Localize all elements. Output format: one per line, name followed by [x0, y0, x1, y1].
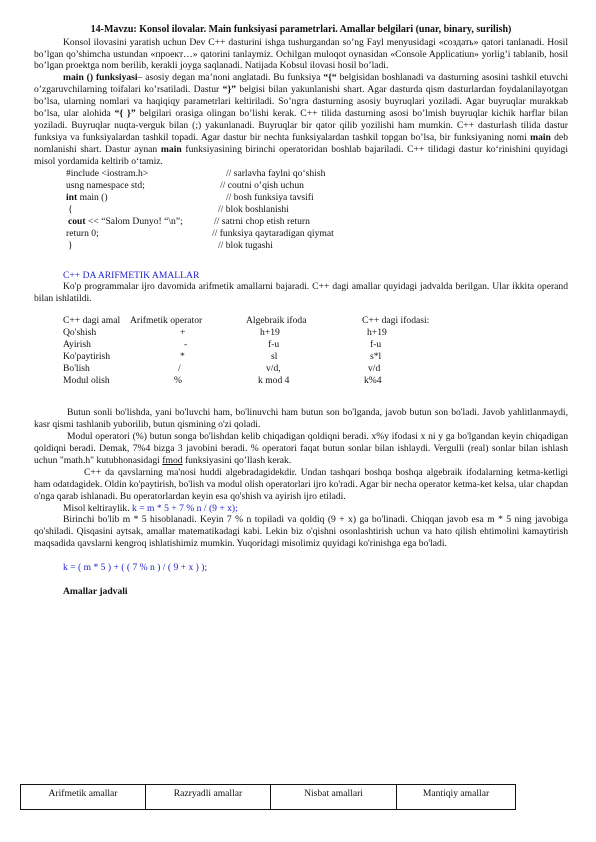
section-heading-table: Amallar jadvali	[63, 586, 128, 598]
code-comment: // blok tugashi	[218, 239, 273, 251]
ops-cell: v/d,	[266, 363, 281, 375]
ops-header: Algebraik ifoda	[246, 315, 307, 327]
operators-table	[34, 315, 568, 407]
table-header-cell: Arifmetik amallar	[21, 785, 146, 809]
ops-cell: Qo'shish	[63, 327, 97, 339]
ops-cell: s*l	[370, 351, 382, 363]
ops-cell: Modul olish	[63, 375, 110, 387]
ops-cell: /	[178, 363, 181, 375]
ops-cell: v/d	[368, 363, 381, 375]
paragraph-modulus: Modul operatori (%) butun songa bo'lishdan kelib chiqadigan qoldiqni beradi. x%y ifodasi x ni y ga bo'lgandan keyin chiqadigan qoldiqni beradi. Demak, 7%4 bizga 3 javobini beradi. % operatori faqat butun sonlar bilan ishlaydi. Vergulli (real) sonlar bilan ishlash uchun "math.h" kutubhonasidagi fmod funksiyasini qo’llash kerak.	[34, 431, 568, 466]
code-line: #include <iostram.h>	[66, 167, 149, 179]
table-header-cell: Mantiqiy amallar	[422, 788, 490, 799]
main-function-term: main () funksiyasi	[63, 72, 138, 84]
ops-cell: +	[180, 327, 186, 339]
code-line: {	[68, 203, 73, 215]
ops-cell: %	[174, 375, 182, 387]
paragraph-arithmetic: Ko'p programmalar ijro davomida arifmetik amallarni bajaradi. C++ dagi amallar quyidagi jadvalda berilgan. Ular ikkita operand bilan ishlatildi.	[34, 281, 568, 305]
ops-header: C++ dagi amal	[63, 315, 121, 327]
code-comment: // sarlavha faylni qo‘shish	[226, 167, 326, 179]
ops-cell: Ko'paytirish	[63, 351, 111, 363]
ops-cell: -	[184, 339, 188, 351]
ops-cell: k%4	[364, 375, 382, 387]
code-line: return 0;	[66, 227, 99, 239]
paragraph-example: Misol keltiraylik. k = m * 5 + 7 % n / (9 + x);	[63, 502, 238, 514]
section-heading-arithmetic: C++ DA ARIFMETIK AMALLAR	[63, 269, 200, 281]
paragraph-precedence: C++ da qavslarning ma'nosi huddi algebradagidekdir. Undan tashqari boshqa boshqa algebraik ifodalarning ketma-ketligi ham odatdagidek. Oldin ko'paytirish, bo'lish va modul olish operatorlari ijro ko'radi. Agar bir necha operator ketma-ket kelsa, ular chapdan o'nga qarab ishlanadi. Bu operatorlardan keyin esa qo'shish va ayirish ijro etiladi.	[34, 466, 568, 502]
page-title: 14-Mavzu: Konsol ilovalar. Main funksiyasi parametrlari. Amallar belgilari (unar, binary, surilish)	[90, 24, 512, 35]
table-header-cell: Razryadli amallar	[146, 785, 271, 809]
code-line: }	[68, 239, 73, 251]
operations-table	[20, 784, 516, 810]
table-header-cell: Nisbat amallari	[271, 785, 397, 809]
ops-cell: h+19	[260, 327, 280, 339]
ops-cell: f-u	[370, 339, 382, 351]
code-comment: // blok boshlanishi	[218, 203, 289, 215]
example-expression: k = m * 5 + 7 % n / (9 + x);	[132, 502, 238, 514]
paragraph-intro: Konsol ilovasini yaratish uchun Dev C++ dasturini ishga tushurgandan so’ng Fayl menyusidagi «создать» qatori tanlanadi. Hosil bo’lgan qo’shimcha ustundan «проект…» qatorini tanlaymiz. Ochilgan muloqot oynasidan «Console Applicatiun» yorlig’i tablanib, hosil bo’lgan proektga nom berilib, kerakli joyga saqlanadi. Natijada Kobsul ilovasi hosil bo’ladi.	[34, 36, 568, 72]
ops-cell: sl	[271, 351, 278, 363]
code-comment: // satrni chop etish return	[214, 215, 310, 227]
ops-cell: *	[180, 351, 185, 363]
paragraph-main-function: main () funksiyasi– asosiy degan ma’noni anglatadi. Bu funksiya “{“ belgisidan boshlanadi va dasturning asosini tashkil etuvchi o’zgaruvchilarning toifalari ko’rsatiladi. Dastur “}” belgisi bilan yakunlanishi shart. Agar dasturda qism dasturlardan foydalanilayotgan bo’lsa, ularning nomlari va haqiqiqy parametrlari keltiriladi. So’ngra dasturning asosiy buyruqlari yoziladi. Agar buyruqlar murakkab bo’lsa, ular alohida “{ }” belgilari orasiga olingan bo’lishi kerak. C++ tilida dasturning asosi bo’lmish buyruqlar kichik harflar bilan yoziladi. Buyruqlar nuqta-verguk bilan (;) yakunlanadi. Buyruqlar bir qator qilib yozilishi ham mumkin. C++ dasturlash tilida dastur funksiya va funksiyalardan tashkil topadi. Agar dastur bir nechta funksiyalardan tashkil topgan bo’lsa, bir funksiyaning nomi main deb nomlanishi shart. Dastur aynan main funksiyasining birinchi operatoridan boshlab bajariladi. C++ tilidagi dastur ko‘rinishini quyidagi misol yordamida keltirib o‘tamiz.	[34, 72, 568, 167]
code-line: cout << “Salom Dunyo! “\n”;	[68, 215, 183, 227]
document-page	[34, 24, 568, 598]
ops-cell: h+19	[367, 327, 387, 339]
code-comment: // funksiya qaytaradigan qiymat	[212, 227, 334, 239]
ops-header: Arifmetik operator	[130, 315, 203, 327]
paragraph-integer-division: Butun sonli bo'lishda, yani bo'luvchi ham, bo'linuvchi ham butun son bo'lganda, javob butun son bo'ladi. Javob yahlitlanmaydi, kasr qismi tashlanib yuborilib, butun qismining o'zi qoladi.	[34, 407, 568, 431]
ops-cell: k mod 4	[258, 375, 290, 387]
parenthesized-expression: k = ( m * 5 ) + ( ( 7 % n ) / ( 9 + x ) );	[63, 562, 208, 574]
ops-cell: Bo'lish	[63, 363, 90, 375]
code-line: usng namespace std;	[66, 179, 145, 191]
ops-header: C++ dagi ifodasi:	[362, 315, 430, 327]
paragraph-explanation: Birinchi bo'lib m * 5 hisoblanadi. Keyin 7 % n topiladi va qoldiq (9 + x) ga bo'linadi. Chiqqan javob esa m * 5 ning javobiga qo'shiladi. Qisqasini aytsak, amallar matematikadagi kabi. Lekin biz o'qishni osonlashtirish uchun va hato qilish ehtimolini kamaytirish maqsadida qavslarni kengroq ishlatishimiz mumkin. Yuqoridagi misolimiz quyidagi ko'rinishga ega bo'ladi.	[34, 514, 568, 550]
ops-cell: f-u	[268, 339, 280, 351]
code-comment: // coutni o’qish uchun	[220, 179, 304, 191]
code-example	[34, 168, 568, 264]
code-line: int main ()	[66, 191, 108, 203]
code-comment: // bosh funksiya tavsifi	[226, 191, 314, 203]
ops-cell: Ayirish	[63, 339, 91, 351]
